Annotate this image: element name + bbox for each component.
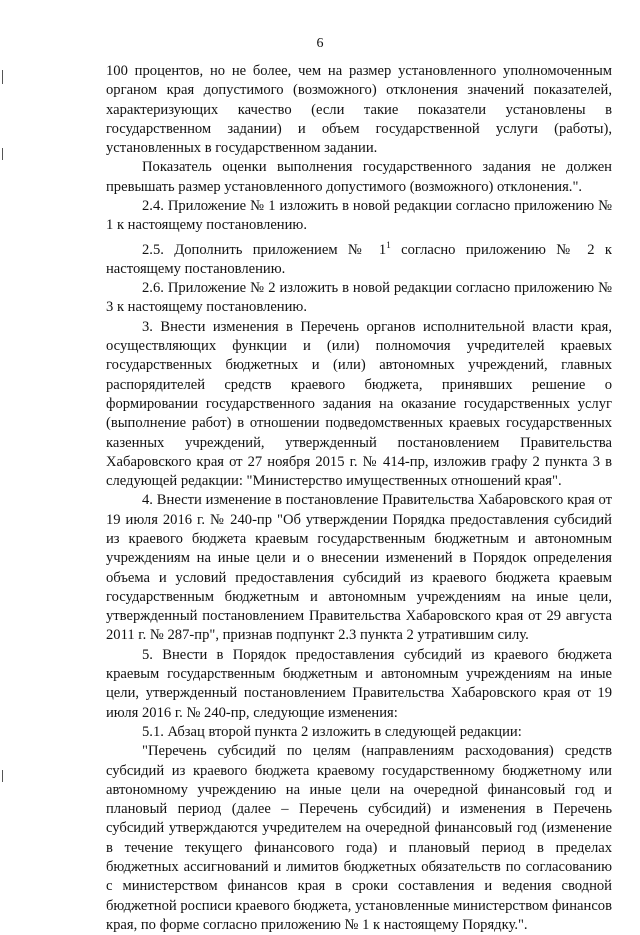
paragraph: "Перечень субсидий по целям (направлениям расходования) средств субсидий из краевого бюджета краевому государственному бюджетному или автономному учреждению на иные цели на очередной финансовый год и плановый период (далее – Перечень субсидий) и изменения в Перечень субсидий утверждаются учредителем на очередной финансовый год (изменение в течение текущего финансового года) и плановый период в пределах бюджетных ассигнований и лимитов бюджетных обязательств по согласованию с министерством финансов края в сроки составления и ведения сводной бюджетной росписи краевого бюджета, установленные министерством финансов края, по форме согласно приложению № 1 к настоящему Порядку.".: [106, 743, 612, 933]
paragraph: 100 процентов, но не более, чем на размер установленного уполномоченным органом края допустимого (возможного) отклонения значений показателей, характеризующих качество (если такие показатели установлены в государственном задании) и объем государственной услуги (работы), установленных в государственном задании.: [106, 63, 612, 157]
scan-edge-mark: [2, 70, 3, 84]
paragraph: [106, 236, 612, 279]
paragraph: 2.4. Приложение № 1 изложить в новой редакции согласно приложению № 1 к настоящему постановлению.: [106, 198, 612, 234]
paragraph: 2.6. Приложение № 2 изложить в новой редакции согласно приложению № 3 к настоящему постановлению.: [106, 280, 612, 316]
paragraph: Показатель оценки выполнения государственного задания не должен превышать размер установленного допустимого (возможного) отклонения.".: [106, 159, 612, 195]
paragraph-text: 2.5. Дополнить приложением № 1: [142, 241, 387, 258]
paragraph: 5.1. Абзац второй пункта 2 изложить в следующей редакции:: [142, 723, 522, 740]
superscript: 1: [386, 239, 391, 250]
document-body: [106, 62, 612, 935]
paragraph-text: согласно приложению № 2 к настоящему постановлению.: [106, 241, 612, 277]
paragraph: 5. Внести в Порядок предоставления субсидий из краевого бюджета краевым государственным бюджетным и автономным учреждениям на иные цели, утвержденный постановлением Правительства Хабаровского края от 19 июля 2016 г. № 240-пр, следующие изменения:: [106, 646, 612, 721]
page-number: 6: [316, 36, 324, 51]
paragraph: 4. Внести изменение в постановление Правительства Хабаровского края от 19 июля 2016 г. № 240-пр "Об утверждении Порядка предоставления субсидий из краевого бюджета краевым государственным бюджетным и автономным учреждениям на иные цели и о внесении изменений в Порядок определения объема и условий предоставления субсидий из краевого бюджета краевым государственным бюджетным и автономным учреждениям на иные цели, утвержденный постановлением Правительства Хабаровского края от 29 августа 2011 г. № 287-пр", признав подпункт 2.3 пункта 2 утратившим силу.: [106, 492, 612, 644]
scan-edge-mark: [2, 770, 3, 782]
scan-edge-mark: [2, 148, 3, 160]
paragraph: 3. Внести изменения в Перечень органов исполнительной власти края, осуществляющих функции и (или) полномочия учредителей краевых государственных бюджетных и (или) автономных учреждений, главных распорядителей средств краевого бюджета, принявших решение о формировании государственного задания на оказание государственных услуг (выполнение работ) в отношении подведомственных краевых государственных казенных учреждений, утвержденный постановлением Правительства Хабаровского края от 27 ноября 2015 г. № 414-пр, изложив графу 2 пункта 3 в следующей редакции: "Министерство имущественных отношений края".: [106, 318, 612, 490]
